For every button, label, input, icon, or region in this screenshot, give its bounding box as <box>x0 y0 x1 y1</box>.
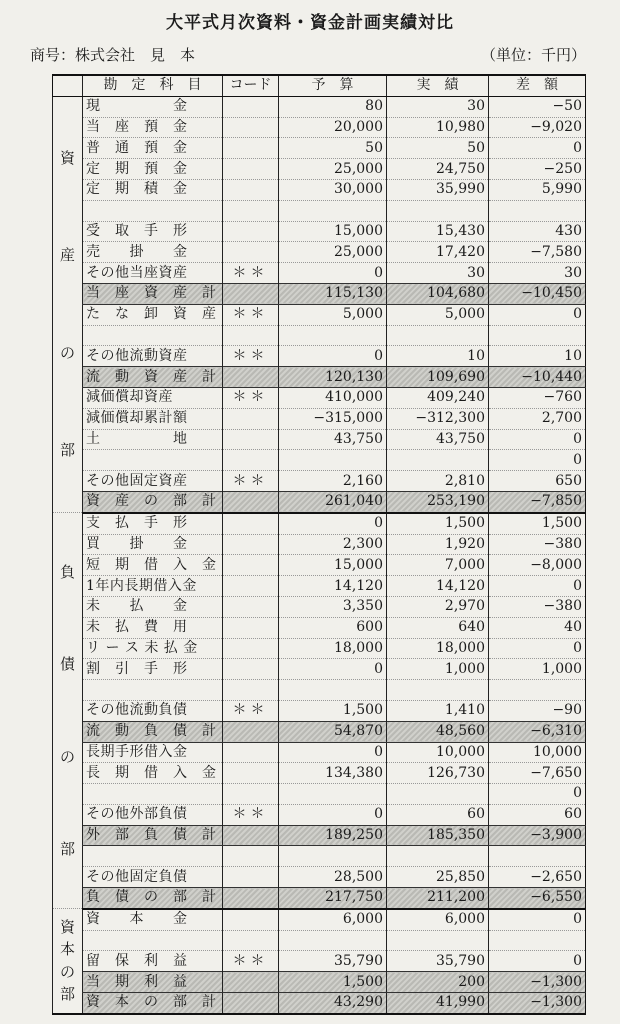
actual-cell: 109,690 <box>387 367 489 388</box>
account-cell: 資 本 の 部 計 <box>83 993 223 1014</box>
table-row <box>53 784 586 805</box>
code-cell <box>223 555 279 576</box>
diff-cell: 0 <box>489 638 586 659</box>
subtotal-row <box>53 972 586 993</box>
code-cell <box>223 200 279 221</box>
account-cell: 土 地 <box>83 429 223 450</box>
account-cell: リ ー ス 未 払 金 <box>83 638 223 659</box>
budget-cell: 80 <box>279 96 387 117</box>
section-label-char: 資 <box>59 917 75 936</box>
budget-cell <box>279 784 387 805</box>
diff-cell: −90 <box>489 700 586 721</box>
budget-cell: 600 <box>279 617 387 638</box>
diff-cell: 40 <box>489 617 586 638</box>
section-label <box>53 909 83 1014</box>
diff-cell: 5,990 <box>489 179 586 200</box>
budget-cell: 115,130 <box>279 283 387 304</box>
diff-cell <box>489 930 586 951</box>
subtotal-row <box>53 825 586 846</box>
account-cell: 長 期 借 入 金 <box>83 763 223 784</box>
budget-cell: 43,290 <box>279 993 387 1014</box>
code-cell <box>223 596 279 617</box>
code-cell <box>223 534 279 555</box>
header-diff: 差 額 <box>489 75 586 96</box>
code-cell <box>223 117 279 138</box>
header-row <box>53 75 586 96</box>
diff-cell <box>489 200 586 221</box>
table-row <box>53 387 586 408</box>
table-row <box>53 846 586 867</box>
actual-cell: 5,000 <box>387 304 489 325</box>
company-name: 商号：株式会社 見 本 <box>30 46 196 64</box>
code-cell <box>223 993 279 1014</box>
actual-cell: 25,850 <box>387 867 489 888</box>
section-label-char: 負 <box>59 562 75 581</box>
actual-cell: 30 <box>387 96 489 117</box>
code-cell <box>223 888 279 909</box>
actual-cell: 43,750 <box>387 429 489 450</box>
actual-cell: 1,920 <box>387 534 489 555</box>
code-cell <box>223 159 279 180</box>
actual-cell: 2,970 <box>387 596 489 617</box>
budget-cell <box>279 930 387 951</box>
account-cell <box>83 784 223 805</box>
table-row <box>53 304 586 325</box>
diff-cell: 0 <box>489 450 586 471</box>
table-row <box>53 117 586 138</box>
actual-cell: 104,680 <box>387 283 489 304</box>
code-cell <box>223 96 279 117</box>
header-budget: 予 算 <box>279 75 387 96</box>
code-cell <box>223 367 279 388</box>
account-cell: 減価償却資産 <box>83 387 223 408</box>
actual-cell: 10 <box>387 346 489 367</box>
budget-cell: 30,000 <box>279 179 387 200</box>
account-cell <box>83 846 223 867</box>
actual-cell: 1,000 <box>387 659 489 680</box>
diff-cell: 0 <box>489 304 586 325</box>
budget-cell: 3,350 <box>279 596 387 617</box>
code-cell <box>223 450 279 471</box>
account-cell <box>83 325 223 346</box>
account-cell: 受 取 手 形 <box>83 221 223 242</box>
account-cell: 負 債 の 部 計 <box>83 888 223 909</box>
account-cell: 定 期 積 金 <box>83 179 223 200</box>
diff-cell: 650 <box>489 471 586 492</box>
section-label <box>53 513 83 909</box>
table-row <box>53 596 586 617</box>
actual-cell <box>387 450 489 471</box>
budget-cell: 2,160 <box>279 471 387 492</box>
section-label-char: の <box>59 747 75 766</box>
actual-cell: 41,990 <box>387 993 489 1014</box>
actual-cell: 640 <box>387 617 489 638</box>
actual-cell: 409,240 <box>387 387 489 408</box>
account-cell: 流 動 資 産 計 <box>83 367 223 388</box>
section-label-char: 産 <box>59 246 75 265</box>
table-row <box>53 742 586 763</box>
subtotal-row <box>53 491 586 512</box>
section-label-char: 債 <box>59 655 75 674</box>
code-cell <box>223 576 279 597</box>
diff-cell: 0 <box>489 138 586 159</box>
code-cell: ＊＊ <box>223 700 279 721</box>
diff-cell: −380 <box>489 534 586 555</box>
budget-cell: 261,040 <box>279 491 387 512</box>
diff-cell: 0 <box>489 576 586 597</box>
ledger-table <box>52 74 586 1015</box>
code-cell <box>223 763 279 784</box>
code-cell: ＊＊ <box>223 346 279 367</box>
budget-cell: 28,500 <box>279 867 387 888</box>
budget-cell <box>279 325 387 346</box>
section-label <box>53 96 83 512</box>
table-row <box>53 179 586 200</box>
diff-cell <box>489 846 586 867</box>
diff-cell: 1,000 <box>489 659 586 680</box>
diff-cell: 430 <box>489 221 586 242</box>
table-row <box>53 700 586 721</box>
account-cell: 当 座 預 金 <box>83 117 223 138</box>
subtotal-row <box>53 993 586 1014</box>
account-cell <box>83 200 223 221</box>
code-cell <box>223 138 279 159</box>
actual-cell: 24,750 <box>387 159 489 180</box>
code-cell: ＊＊ <box>223 263 279 284</box>
budget-cell: 15,000 <box>279 555 387 576</box>
unit-label: （単位：千円） <box>480 46 586 64</box>
code-cell: ＊＊ <box>223 304 279 325</box>
table-row <box>53 96 586 117</box>
code-cell <box>223 659 279 680</box>
account-cell: 留 保 利 益 <box>83 951 223 972</box>
actual-cell: 6,000 <box>387 909 489 930</box>
table-row <box>53 429 586 450</box>
section-label-char: 本 <box>59 940 75 959</box>
table-row <box>53 221 586 242</box>
budget-cell: 6,000 <box>279 909 387 930</box>
diff-cell: −8,000 <box>489 555 586 576</box>
actual-cell: 35,990 <box>387 179 489 200</box>
diff-cell: −1,300 <box>489 972 586 993</box>
diff-cell: −760 <box>489 387 586 408</box>
budget-cell: 120,130 <box>279 367 387 388</box>
budget-cell: 25,000 <box>279 242 387 263</box>
account-cell: 流 動 負 債 計 <box>83 721 223 742</box>
code-cell <box>223 179 279 200</box>
account-cell: その他固定負債 <box>83 867 223 888</box>
budget-cell: 18,000 <box>279 638 387 659</box>
account-cell: た な 卸 資 産 <box>83 304 223 325</box>
code-cell <box>223 846 279 867</box>
table-row <box>53 930 586 951</box>
account-cell: その他外部負債 <box>83 804 223 825</box>
diff-cell: −7,580 <box>489 242 586 263</box>
code-cell <box>223 617 279 638</box>
section-label-char: 資 <box>59 148 75 167</box>
account-cell: 資 産 の 部 計 <box>83 491 223 512</box>
diff-cell: 30 <box>489 263 586 284</box>
code-cell <box>223 429 279 450</box>
actual-cell: 7,000 <box>387 555 489 576</box>
table-row <box>53 909 586 930</box>
budget-cell: 410,000 <box>279 387 387 408</box>
diff-cell <box>489 680 586 701</box>
diff-cell: −380 <box>489 596 586 617</box>
actual-cell: 10,000 <box>387 742 489 763</box>
table-row <box>53 555 586 576</box>
account-cell: 1年内長期借入金 <box>83 576 223 597</box>
actual-cell: 185,350 <box>387 825 489 846</box>
code-cell <box>223 909 279 930</box>
code-cell <box>223 513 279 534</box>
table-row <box>53 346 586 367</box>
subtotal-row <box>53 888 586 909</box>
table-row <box>53 638 586 659</box>
table-row <box>53 617 586 638</box>
budget-cell: −315,000 <box>279 408 387 429</box>
header-section <box>53 75 83 96</box>
budget-cell: 189,250 <box>279 825 387 846</box>
diff-cell: 0 <box>489 951 586 972</box>
budget-cell <box>279 200 387 221</box>
actual-cell: 2,810 <box>387 471 489 492</box>
budget-cell: 20,000 <box>279 117 387 138</box>
account-cell: 減価償却累計額 <box>83 408 223 429</box>
diff-cell: 10 <box>489 346 586 367</box>
account-cell: 未 払 費 用 <box>83 617 223 638</box>
actual-cell <box>387 325 489 346</box>
budget-cell: 1,500 <box>279 700 387 721</box>
diff-cell <box>489 325 586 346</box>
code-cell <box>223 784 279 805</box>
budget-cell: 43,750 <box>279 429 387 450</box>
code-cell <box>223 972 279 993</box>
budget-cell: 1,500 <box>279 972 387 993</box>
section-label-char: の <box>59 343 75 362</box>
account-cell: 当 座 資 産 計 <box>83 283 223 304</box>
diff-cell: −6,550 <box>489 888 586 909</box>
account-cell <box>83 680 223 701</box>
table-row <box>53 200 586 221</box>
code-cell <box>223 930 279 951</box>
account-cell: 未 払 金 <box>83 596 223 617</box>
actual-cell: 126,730 <box>387 763 489 784</box>
actual-cell: 211,200 <box>387 888 489 909</box>
account-cell <box>83 450 223 471</box>
table-row <box>53 263 586 284</box>
diff-cell: −250 <box>489 159 586 180</box>
table-row <box>53 804 586 825</box>
actual-cell: 35,790 <box>387 951 489 972</box>
actual-cell: −312,300 <box>387 408 489 429</box>
code-cell <box>223 638 279 659</box>
budget-cell: 134,380 <box>279 763 387 784</box>
budget-cell: 50 <box>279 138 387 159</box>
header-code: コード <box>223 75 279 96</box>
actual-cell: 1,500 <box>387 513 489 534</box>
account-cell: 普 通 預 金 <box>83 138 223 159</box>
code-cell: ＊＊ <box>223 471 279 492</box>
section-label-char: の <box>59 962 75 981</box>
account-cell: 資 本 金 <box>83 909 223 930</box>
table-row <box>53 471 586 492</box>
table-row <box>53 242 586 263</box>
budget-cell: 0 <box>279 513 387 534</box>
code-cell <box>223 221 279 242</box>
actual-cell: 10,980 <box>387 117 489 138</box>
table-row <box>53 138 586 159</box>
budget-cell: 0 <box>279 804 387 825</box>
actual-cell: 14,120 <box>387 576 489 597</box>
diff-cell: −10,450 <box>489 283 586 304</box>
account-cell: 買 掛 金 <box>83 534 223 555</box>
account-cell <box>83 930 223 951</box>
account-cell: その他固定資産 <box>83 471 223 492</box>
diff-cell: 0 <box>489 429 586 450</box>
account-cell: 現 金 <box>83 96 223 117</box>
budget-cell <box>279 680 387 701</box>
code-cell <box>223 408 279 429</box>
actual-cell: 18,000 <box>387 638 489 659</box>
account-cell: 短 期 借 入 金 <box>83 555 223 576</box>
code-cell <box>223 325 279 346</box>
diff-cell: −9,020 <box>489 117 586 138</box>
diff-cell: −6,310 <box>489 721 586 742</box>
actual-cell <box>387 200 489 221</box>
budget-cell <box>279 450 387 471</box>
section-label-char: 部 <box>59 441 75 460</box>
budget-cell: 0 <box>279 742 387 763</box>
actual-cell <box>387 930 489 951</box>
document-title: 大平式月次資料・資金計画実績対比 <box>166 13 454 33</box>
section-label-char: 部 <box>59 985 75 1004</box>
account-cell: その他流動負債 <box>83 700 223 721</box>
account-cell: 売 掛 金 <box>83 242 223 263</box>
budget-cell: 25,000 <box>279 159 387 180</box>
diff-cell: −7,850 <box>489 491 586 512</box>
table-row <box>53 763 586 784</box>
code-cell: ＊＊ <box>223 951 279 972</box>
actual-cell: 1,410 <box>387 700 489 721</box>
diff-cell: −2,650 <box>489 867 586 888</box>
actual-cell: 253,190 <box>387 491 489 512</box>
code-cell: ＊＊ <box>223 387 279 408</box>
actual-cell: 200 <box>387 972 489 993</box>
budget-cell: 5,000 <box>279 304 387 325</box>
budget-cell: 54,870 <box>279 721 387 742</box>
table-row <box>53 867 586 888</box>
diff-cell: 1,500 <box>489 513 586 534</box>
table-row <box>53 534 586 555</box>
code-cell <box>223 491 279 512</box>
budget-cell: 0 <box>279 263 387 284</box>
header-account: 勘 定 科 目 <box>83 75 223 96</box>
header-actual: 実 績 <box>387 75 489 96</box>
budget-cell: 0 <box>279 346 387 367</box>
diff-cell: −7,650 <box>489 763 586 784</box>
account-cell: 支 払 手 形 <box>83 513 223 534</box>
actual-cell <box>387 784 489 805</box>
table-row <box>53 951 586 972</box>
budget-cell: 15,000 <box>279 221 387 242</box>
actual-cell: 15,430 <box>387 221 489 242</box>
account-cell: その他当座資産 <box>83 263 223 284</box>
subtotal-row <box>53 721 586 742</box>
code-cell <box>223 283 279 304</box>
actual-cell: 60 <box>387 804 489 825</box>
code-cell <box>223 867 279 888</box>
subtotal-row <box>53 367 586 388</box>
budget-cell: 14,120 <box>279 576 387 597</box>
account-cell: 外 部 負 債 計 <box>83 825 223 846</box>
budget-cell: 2,300 <box>279 534 387 555</box>
diff-cell: −3,900 <box>489 825 586 846</box>
section-label-char: 部 <box>59 840 75 859</box>
actual-cell <box>387 680 489 701</box>
code-cell <box>223 721 279 742</box>
actual-cell: 50 <box>387 138 489 159</box>
table-row <box>53 513 586 534</box>
table-row <box>53 325 586 346</box>
table-row <box>53 680 586 701</box>
actual-cell: 48,560 <box>387 721 489 742</box>
table-row <box>53 159 586 180</box>
diff-cell: 10,000 <box>489 742 586 763</box>
code-cell <box>223 742 279 763</box>
diff-cell: 0 <box>489 909 586 930</box>
diff-cell: −1,300 <box>489 993 586 1014</box>
account-cell: 割 引 手 形 <box>83 659 223 680</box>
budget-cell: 217,750 <box>279 888 387 909</box>
ledger-body <box>53 96 586 1014</box>
diff-cell: 0 <box>489 784 586 805</box>
diff-cell: 2,700 <box>489 408 586 429</box>
account-cell: その他流動資産 <box>83 346 223 367</box>
budget-cell <box>279 846 387 867</box>
account-cell: 長期手形借入金 <box>83 742 223 763</box>
account-cell: 当 期 利 益 <box>83 972 223 993</box>
code-cell <box>223 680 279 701</box>
actual-cell: 30 <box>387 263 489 284</box>
diff-cell: −10,440 <box>489 367 586 388</box>
code-cell <box>223 825 279 846</box>
actual-cell <box>387 846 489 867</box>
code-cell <box>223 242 279 263</box>
account-cell: 定 期 預 金 <box>83 159 223 180</box>
actual-cell: 17,420 <box>387 242 489 263</box>
table-row <box>53 450 586 471</box>
budget-cell: 0 <box>279 659 387 680</box>
diff-cell: −50 <box>489 96 586 117</box>
subtotal-row <box>53 283 586 304</box>
table-row <box>53 408 586 429</box>
budget-cell: 35,790 <box>279 951 387 972</box>
diff-cell: 60 <box>489 804 586 825</box>
table-row <box>53 576 586 597</box>
code-cell: ＊＊ <box>223 804 279 825</box>
table-row <box>53 659 586 680</box>
